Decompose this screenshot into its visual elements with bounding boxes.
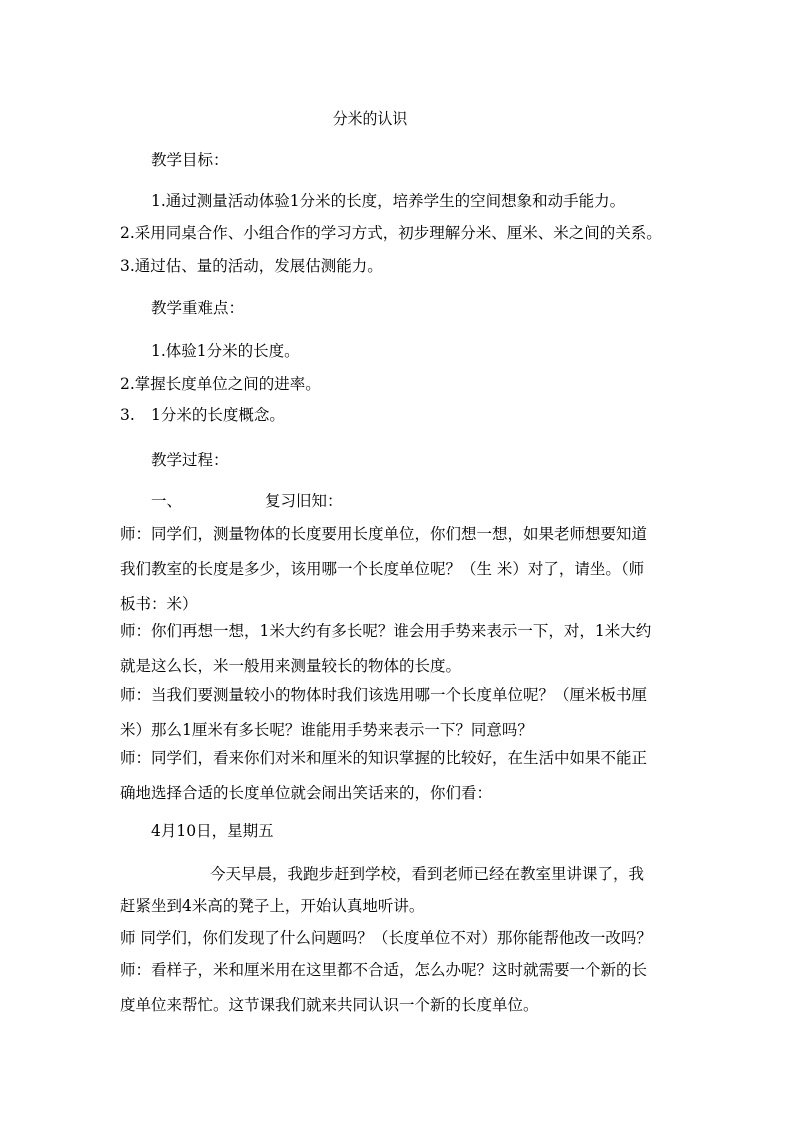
key-point-item <box>120 406 285 424</box>
process-heading: 教学过程： <box>151 451 229 469</box>
dialogue-paragraph <box>120 525 676 626</box>
page-title: 分米的认识 <box>332 109 408 128</box>
section-heading <box>151 492 343 510</box>
diary-line: 今天早晨，我跑步赶到学校，看到老师已经在教室里讲课了，我 <box>210 865 645 883</box>
paragraph-line: 板书：米） <box>120 595 198 613</box>
section-number: 一、 <box>151 492 183 510</box>
goal-item: 1.通过测量活动体验1分米的长度，培养学生的空间想象和动手能力。 <box>151 192 626 210</box>
key-points-heading: 教学重难点： <box>151 299 245 317</box>
diary-date: 4月10日，星期五 <box>151 822 274 840</box>
paragraph-line: 师：同学们，看来你们对米和厘米的知识掌握的比较好，在生活中如果不能正 <box>120 749 648 767</box>
paragraph-line: 就是这么长，米一般用来测量较长的物体的长度。 <box>120 657 462 675</box>
dialogue-paragraph <box>120 749 676 819</box>
paragraph-line: 师：你们再想一想，1米大约有多长呢？谁会用手势来表示一下，对，1米大约 <box>120 622 652 640</box>
goal-item: 3.通过估、量的活动，发展估测能力。 <box>120 257 383 275</box>
paragraph-line: 师：同学们，测量物体的长度要用长度单位，你们想一想，如果老师想要知道 <box>120 525 648 543</box>
paragraph-line: 度单位来帮忙。这节课我们就来共同认识一个新的长度单位。 <box>120 996 539 1014</box>
goal-item: 2.采用同桌合作、小组合作的学习方式，初步理解分米、厘米、米之间的关系。 <box>120 224 662 242</box>
goals-heading: 教学目标： <box>151 151 229 169</box>
paragraph-line: 我们教室的长度是多少，该用哪一个长度单位呢？（生 米）对了，请坐。（师 <box>120 560 645 578</box>
paragraph-line: 米）那么1厘米有多长呢？谁能用手势来表示一下？同意吗？ <box>120 721 533 739</box>
section-title: 复习旧知： <box>265 492 343 510</box>
paragraph-line: 确地选择合适的长度单位就会闹出笑话来的，你们看： <box>120 784 493 802</box>
paragraph-line: 师：看样子，米和厘米用在这里都不合适，怎么办呢？这时就需要一个新的长 <box>120 961 648 979</box>
paragraph-line: 师：当我们要测量较小的物体时我们该选用哪一个长度单位呢？（厘米板书厘 <box>120 686 648 704</box>
dialogue-line: 师 同学们，你们发现了什么问题吗？（长度单位不对）那你能帮他改一改吗？ <box>120 929 652 947</box>
dialogue-paragraph <box>120 622 676 688</box>
dialogue-paragraph <box>120 961 676 1031</box>
key-point-item: 1.体验1分米的长度。 <box>151 342 300 360</box>
dialogue-paragraph <box>120 686 676 752</box>
key-point-item: 2.掌握长度单位之间的进率。 <box>120 375 321 393</box>
key-point-text: 1分米的长度概念。 <box>151 406 285 424</box>
diary-line: 赶紧坐到4米高的凳子上，开始认真地听讲。 <box>120 897 425 915</box>
key-point-number: 3. <box>120 406 135 424</box>
